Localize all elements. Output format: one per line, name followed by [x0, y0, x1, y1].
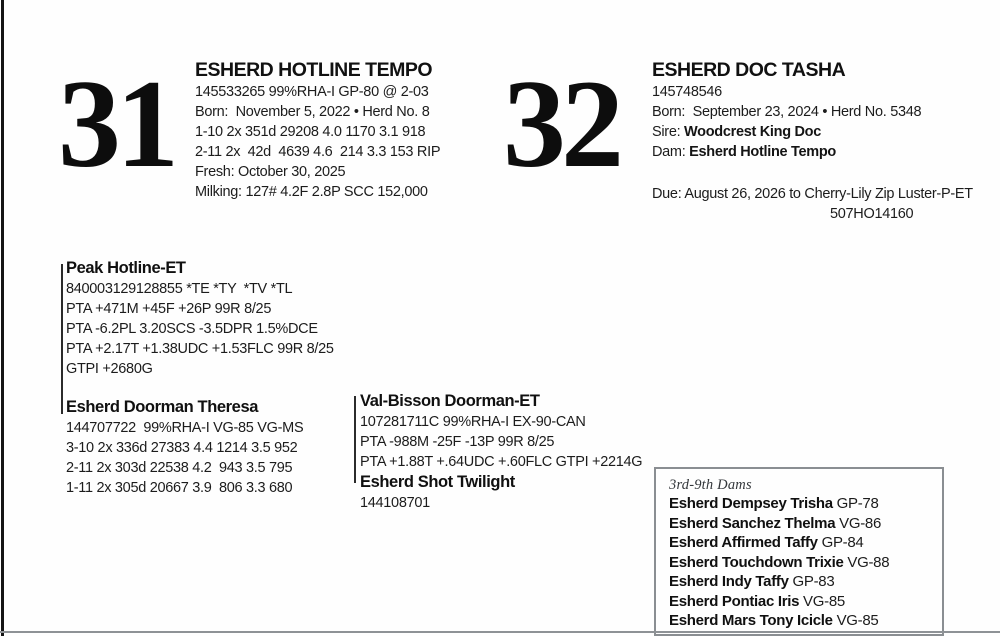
page-bottom-rule [0, 631, 1000, 633]
dam-lactation-3: 1-11 2x 305d 20667 3.9 806 3.3 680 [66, 480, 293, 496]
lactation-record-1: 1-10 2x 351d 29208 4.0 1170 3.1 918 [195, 124, 426, 140]
due-line-32: Due: August 26, 2026 to Cherry-Lily Zip Luster-P-ET [652, 186, 973, 202]
registration-line-31: 145533265 99%RHA-I GP-80 @ 2-03 [195, 84, 429, 100]
dam-reg-line: 144707722 99%RHA-I VG-85 VG-MS [66, 420, 304, 436]
animal-name-31: ESHERD HOTLINE TEMPO [195, 59, 433, 81]
dam-entry: Esherd Touchdown Trixie VG-88 [669, 553, 890, 571]
dam-entry: Esherd Indy Taffy GP-83 [669, 573, 835, 590]
service-sire-code: 507HO14160 [830, 206, 914, 222]
sire-pedigree-name: Peak Hotline-ET [66, 259, 186, 277]
sire-pta-line-2-32: PTA +1.88T +.64UDC +.60FLC GTPI +2214G [360, 454, 643, 470]
dam-lactation-1: 3-10 2x 336d 27383 4.4 1214 3.5 952 [66, 440, 298, 456]
pedigree-block-32 [360, 391, 642, 513]
page-edge-line [1, 0, 4, 636]
sire-pta-line-1-32: PTA -988M -25F -13P 99R 8/25 [360, 434, 555, 450]
dam-entry: Esherd Pontiac Iris VG-85 [669, 592, 845, 610]
registration-line-32: 145748546 [652, 84, 722, 100]
pedigree-bracket-32 [354, 396, 356, 483]
dam-line-32 [652, 142, 972, 162]
dam-pedigree-name-32: Esherd Shot Twilight [360, 473, 515, 491]
dam-label: Dam: [652, 144, 690, 160]
pedigree-dam-block-31 [66, 397, 303, 498]
sire-pta-line-1: PTA +471M +45F +26P 99R 8/25 [66, 301, 272, 317]
dam-name: Esherd Hotline Tempo [689, 144, 836, 160]
sire-line-32 [652, 122, 972, 142]
pedigree-sire-block-31 [66, 258, 334, 379]
maternal-line-box-title: 3rd-9th Dams [669, 477, 752, 493]
pedigree-bracket-31 [61, 264, 63, 414]
animal-name-32: ESHERD DOC TASHA [652, 59, 846, 81]
milking-line-31: Milking: 127# 4.2F 2.8P SCC 152,000 [195, 184, 428, 200]
born-line-32: Born: September 23, 2024 • Herd No. 5348 [652, 104, 922, 120]
lot-number-31: 31 [58, 55, 174, 194]
sire-reg-line: 840003129128855 *TE *TY *TV *TL [66, 281, 293, 297]
sire-pta-line-3: PTA +2.17T +1.38UDC +1.53FLC 99R 8/25 [66, 341, 334, 357]
dam-entry: Esherd Dempsey Trisha GP-78 [669, 495, 879, 512]
dam-reg-line-32: 144108701 [360, 495, 430, 511]
dam-entry: Esherd Mars Tony Icicle VG-85 [669, 612, 879, 629]
lot-number-32: 32 [503, 55, 619, 194]
dam-entry: Esherd Affirmed Taffy GP-84 [669, 534, 864, 551]
dam-lactation-2: 2-11 2x 303d 22538 4.2 943 3.5 795 [66, 460, 293, 476]
sire-label: Sire: [652, 124, 685, 140]
sire-pta-line-2: PTA -6.2PL 3.20SCS -3.5DPR 1.5%DCE [66, 321, 318, 337]
maternal-line-box [654, 467, 944, 636]
dam-pedigree-name: Esherd Doorman Theresa [66, 398, 259, 416]
lot-31-info [195, 58, 515, 202]
lot-32-info [652, 58, 972, 224]
sire-pedigree-name-32: Val-Bisson Doorman-ET [360, 392, 540, 410]
sire-name: Woodcrest King Doc [684, 124, 821, 140]
fresh-line-31: Fresh: October 30, 2025 [195, 164, 346, 180]
lactation-record-2: 2-11 2x 42d 4639 4.6 214 3.3 153 RIP [195, 144, 441, 160]
sire-reg-line-32: 107281711C 99%RHA-I EX-90-CAN [360, 414, 586, 430]
sire-gtpi-line: GTPI +2680G [66, 361, 153, 377]
dam-entry: Esherd Sanchez Thelma VG-86 [669, 514, 881, 532]
born-line-31: Born: November 5, 2022 • Herd No. 8 [195, 104, 430, 120]
